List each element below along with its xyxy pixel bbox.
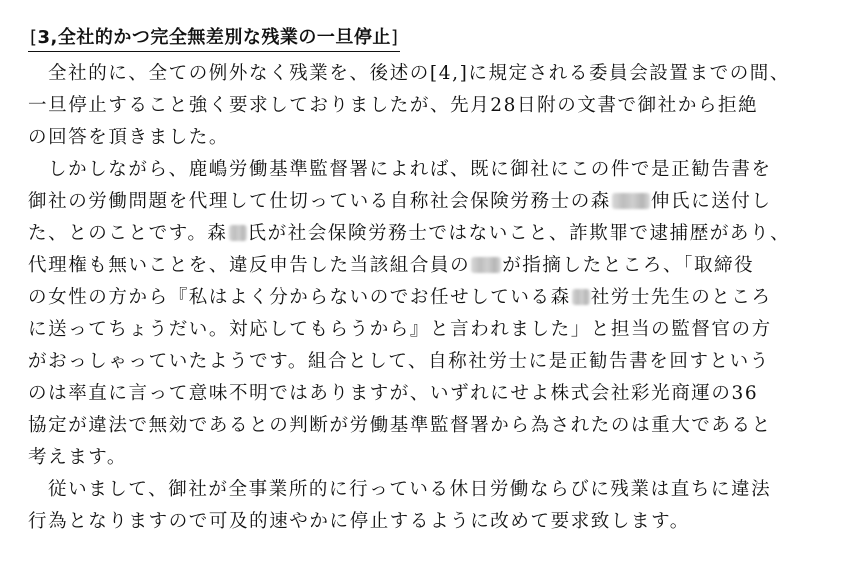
- paragraph-2-line-2-text-b: 伸氏に送付し: [650, 191, 772, 212]
- heading-number: 3,: [37, 27, 58, 48]
- paragraph-2-line-10: 考えます。: [28, 447, 128, 468]
- paragraph-3: [28, 474, 828, 538]
- paragraph-2-line-3: [28, 218, 828, 250]
- heading-open-bracket: [: [30, 27, 38, 48]
- paragraph-2-line-2: [28, 186, 828, 218]
- redacted-name-blur: [471, 257, 501, 273]
- paragraph-2-line-7: がおっしゃっていたようです。組合として、自称社労士に是正勧告書を回すという: [28, 351, 770, 372]
- paragraph-2-line-3-text-b: 氏が社会保険労務士ではないこと、詐欺罪で逮捕歴があり、: [247, 223, 791, 244]
- paragraph-2-line-4-text-a: 代理権も無いことを、違反申告した当該組合員の: [28, 255, 471, 276]
- redacted-name-blur: [612, 193, 650, 209]
- document-body: [28, 26, 828, 538]
- paragraph-2-line-4-text-b: が指摘したところ、「取締役: [502, 255, 755, 276]
- paragraph-2-line-1: しかしながら、鹿嶋労働基準監督署によれば、既に御社にこの件で是正勧告書を: [48, 159, 772, 180]
- paragraph-2-line-9: 協定が違法で無効であるとの判断が労働基準監督署から為されたのは重大であると: [28, 415, 772, 436]
- paragraph-3-line-1: 従いまして、御社が全事業所的に行っている休日労働ならびに残業は直ちに違法: [48, 479, 772, 500]
- paragraph-1: [28, 58, 828, 154]
- paragraph-3-line-2: 行為となりますので可及的速やかに停止するように改めて要求致します。: [28, 511, 690, 532]
- heading-close-bracket: ]: [390, 27, 399, 48]
- paragraph-2-line-3-text-a: た、とのことです。森: [28, 223, 228, 244]
- section-heading: [28, 26, 400, 52]
- paragraph-2-line-5-text-b: 社労士先生のところ: [590, 287, 772, 308]
- paragraph-2-line-4: [28, 250, 828, 282]
- paragraph-2-line-8: のは率直に言って意味不明ではありますが、いずれにせよ株式会社彩光商運の36: [28, 383, 759, 404]
- paragraph-1-line-1: 全社的に、全ての例外なく残業を、後述の[4,]に規定される委員会設置までの間、: [48, 63, 790, 84]
- paragraph-1-line-2: 一旦停止すること強く要求しておりましたが、先月28日附の文書で御社から拒絶: [28, 95, 759, 116]
- paragraph-2-line-6: に送ってちょうだい。対応してもらうから』と言われました」と担当の監督官の方: [28, 319, 772, 340]
- paragraph-2-line-5: [28, 282, 828, 314]
- paragraph-2-line-2-text-a: 御社の労働問題を代理して仕切っている自称社会保険労務士の森: [28, 191, 611, 212]
- redacted-name-blur: [572, 289, 590, 305]
- paragraph-1-line-3: の回答を頂きました。: [28, 127, 230, 148]
- redacted-name-blur: [229, 225, 247, 241]
- heading-title: 全社的かつ完全無差別な残業の一旦停止: [57, 27, 391, 48]
- paragraph-2: [28, 154, 828, 474]
- paragraph-2-line-5-text-a: の女性の方から『私はよく分からないのでお任せしている森: [28, 287, 571, 308]
